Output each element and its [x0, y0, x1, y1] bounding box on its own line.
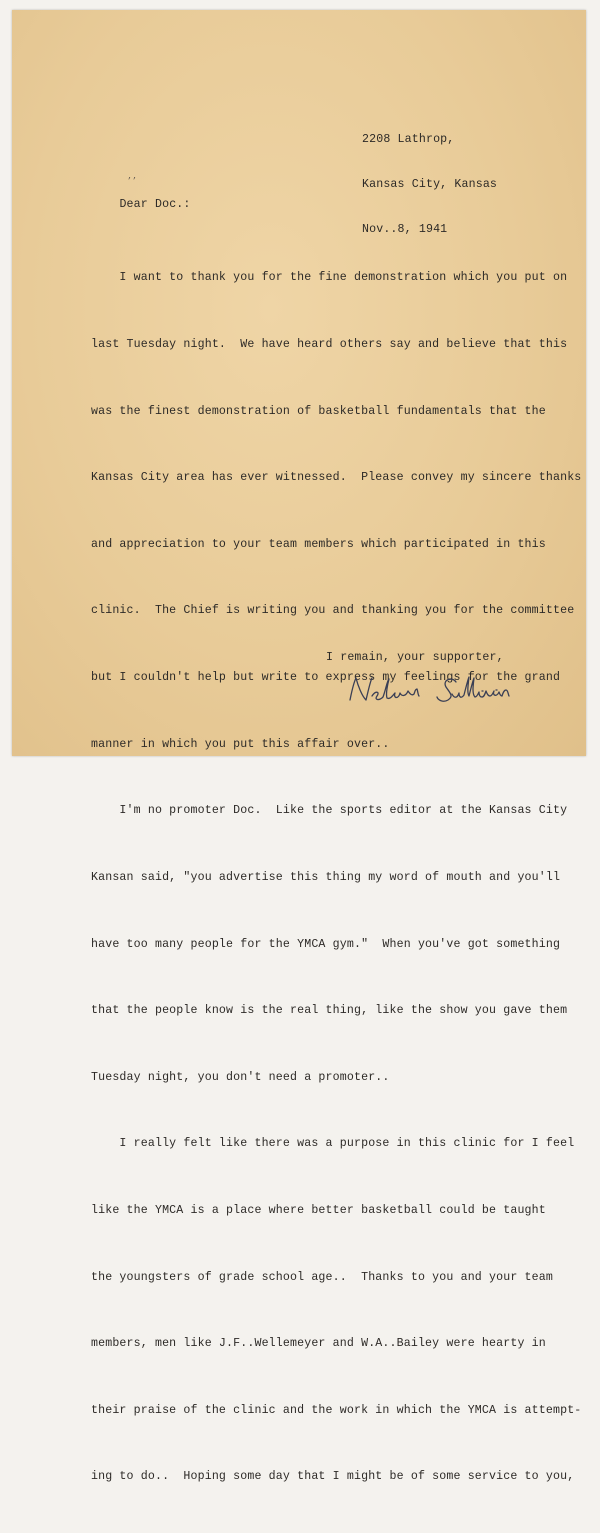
- salutation-text: Dear Doc.:: [119, 198, 191, 211]
- body-line: was the finest demonstration of basketball fundamentals that the: [91, 404, 546, 418]
- body-line: have too many people for the YMCA gym." When you've got something: [91, 937, 561, 951]
- body-line: I want to thank you for the fine demonstration which you put on: [91, 271, 568, 285]
- body-line: manner in which you put this affair over..: [91, 737, 390, 751]
- body-line: clinic. The Chief is writing you and thanking you for the committee: [91, 604, 575, 618]
- body-line: their praise of the clinic and the work in which the YMCA is attempt-: [91, 1403, 582, 1417]
- body-line: Kansas City area has ever witnessed. Please convey my sincere thanks: [91, 471, 582, 485]
- body-line: but I couldn't help but write to express my feelings for the grand: [91, 671, 561, 685]
- body-line: I'm no promoter Doc. Like the sports editor at the Kansas City: [91, 804, 568, 818]
- body-line: Tuesday night, you don't need a promoter..: [91, 1070, 390, 1084]
- letter-page: [12, 10, 586, 1484]
- closing: I remain, your supporter,: [326, 651, 504, 664]
- body-line: that the people know is the real thing, like the show you gave them: [91, 1004, 568, 1018]
- body-line: Kansan said, "you advertise this thing my word of mouth and you'll: [91, 870, 561, 884]
- handwritten-mark: ’’: [127, 177, 137, 186]
- body-line: last Tuesday night. We have heard others say and believe that this: [91, 338, 568, 352]
- address-city: Kansas City, Kansas: [362, 178, 498, 191]
- body-line: and appreciation to your team members which participated in this: [91, 537, 546, 551]
- address-street: 2208 Lathrop,: [362, 133, 455, 146]
- body-line: I really felt like there was a purpose in this clinic for I feel: [91, 1137, 575, 1151]
- body-line: like the YMCA is a place where better basketball could be taught: [91, 1203, 546, 1217]
- letter-body: [91, 223, 581, 1533]
- body-line: the youngsters of grade school age.. Thanks to you and your team: [91, 1270, 553, 1284]
- body-line: ing to do.. Hoping some day that I might be of some service to you,: [91, 1470, 575, 1484]
- handwritten-signature: [344, 670, 544, 710]
- letter-date: Nov..8, 1941: [362, 223, 448, 236]
- body-line: members, men like J.F..Wellemeyer and W.A..Bailey were hearty in: [91, 1337, 546, 1351]
